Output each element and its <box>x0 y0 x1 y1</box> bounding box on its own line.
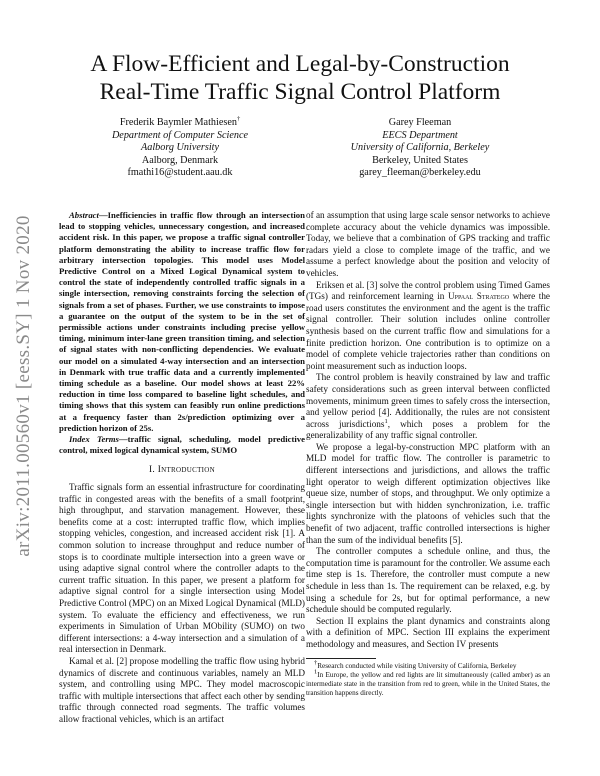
author-1-city: Aalborg, Denmark <box>141 154 219 166</box>
paragraph-7: Section II explains the plant dynamics and constraints along with a definition of MPC. Section III explains the experiment methodology and measures, and Section IV presents <box>306 615 550 649</box>
paragraph-1: Traffic signals form an essential infrastructure for coordinating traffic in congested areas with the benefits of a small footprint, high throughput, and starvation management. However, these benefits come at a cost: interrupted traffic flow, which implies stopping vehicles, congestion, and increased accident risk [1]. A common solution to increase throughput and reduce number of stops is to coordinate multiple intersection into a green wave or using adaptive signal control where the controller adapts to the current traffic situation. In this paper, we present a platform for adaptive signal control for a single intersection using Model Predictive Control (MPC) on an Mixed Logical Dynamical (MLD) system. To evaluate the efficiency and effectiveness, we run experiments in Simulation of Urban MObility (SUMO) on two different intersections: a 4-way intersection and a simulation of a real intersection in Denmark. <box>59 482 305 655</box>
tool-name-uppaal: Uppaal Stratego <box>448 291 510 302</box>
author-2-city: Berkeley, United States <box>372 154 468 166</box>
paragraph-2-continued: of an assumption that using large scale sensor networks to achieve complete accuracy about the vehicle dynamics was impossible. Today, we believe that a combination of GPS tracking and traffic radars yield a close to complete image of the traffic, and we assume a perfect knowledge about the position and velocity of vehicles. <box>306 210 550 278</box>
paper-title <box>40 50 560 106</box>
footnote-1 <box>306 668 550 698</box>
arxiv-stamp <box>14 196 34 576</box>
author-1-email[interactable]: fmathi16@student.aau.dk <box>127 167 233 178</box>
footnote-ref-1[interactable]: 1 <box>384 417 388 425</box>
author-2-email[interactable]: garey_fleeman@berkeley.edu <box>359 167 481 178</box>
footnote-dagger <box>306 659 550 671</box>
author-2-name: Garey Fleeman <box>388 117 452 128</box>
footnote-dagger-text: Research conducted while visiting University of California, Berkeley <box>317 661 517 670</box>
author-2-org: University of California, Berkeley <box>350 142 490 153</box>
paragraph-4-post: , which poses a problem for the generalizability of any traffic signal controller. <box>306 418 550 441</box>
footnote-1-mark: 1 <box>314 668 318 676</box>
footnote-1-text: In Europe, the yellow and red lights are lit simultaneously (called amber) as an intermediate state in the transition from red to green, while in the United States, the transition happens directly. <box>306 670 550 697</box>
index-terms-lead: Index Terms <box>69 434 119 445</box>
paragraph-3-pre: Eriksen et al. [3] solve the control problem using Timed Games (TGs) and reinforcement learning in <box>306 279 550 302</box>
title-line-1: A Flow-Efficient and Legal-by-Construction <box>90 51 510 77</box>
author-1 <box>60 117 300 180</box>
author-block <box>60 117 540 187</box>
paragraph-5: We propose a legal-by-construction MPC platform with an MLD model for traffic flow. The controller is parametric to different intersections and jurisdictions, and allows the traffic light operator to weigh different optimization objectives like queue size, number of stops, and throughput. We only optimize a single intersection but with hidden synchronization, i.e. traffic lights synchronize with the platoons of vehicles such that the benefit of two adjacent, traffic controlled intersections is higher than the sum of the individual benefits [5]. <box>306 441 550 545</box>
footnote-dagger-mark: † <box>314 659 318 667</box>
paragraph-3-post: where the road users constitutes the environment and the agent is the traffic signal controller. Their solution includes online controller synthesis based on the current traffic flow and simulations for a finite prediction horizon. One contribution is to optimize on a model of complete vehicle trajectories rather than conditions on point measurement such as induction loops. <box>306 291 551 371</box>
author-1-dept: Department of Computer Science <box>111 129 249 141</box>
paragraph-4-pre: The control problem is heavily constrained by law and traffic safety considerations such as green interval between conflicted movements, minimum green times to safely cross the intersection, and yellow period [4]. Additionally, the rules are not consistent across jurisdictions <box>306 372 550 429</box>
abstract <box>59 210 305 434</box>
abstract-text: —Inefficiencies in traffic flow through an intersection lead to stopping vehicles, unnecessary congestion, and increased accident risk. In this paper, we propose a traffic signal controller platform demonstrating the ability to increase traffic flow for arbitrary intersection topologies. This model uses Model Predictive Control on a Mixed Logical Dynamical system to control the state of independently controlled traffic signals in a single intersection, removing constraints forcing the selection of signals from a set of phases. Further, we use constraints to impose a guarantee on the output of the system to be in the set of permissible actions under constraints including precise yellow timing, minimum inter-lane green transition timing, and selection of signal states with non-conflicting dependencies. We evaluate our model on a simulated 4-way intersection and an intersection in Denmark with true traffic data and a currently implemented timing schedule as a baseline. Our model shows at least 22% reduction in time loss compared to baseline light schedules, and timing shows that this system can feasibly run online predictions at a frequency faster than 2s/prediction optimizing over a prediction horizon of 25s. <box>59 210 305 433</box>
section-heading-introduction: I. Introduction <box>149 465 215 476</box>
abstract-lead: Abstract <box>69 210 99 220</box>
author-2 <box>300 117 540 180</box>
right-column <box>306 210 550 698</box>
paragraph-2: Kamal et al. [2] propose modelling the traffic flow using hybrid dynamics of discrete and continuous variables, namely an MLD system, and controlling using MPC. They model macroscopic traffic with multiple intersections that affect each other by sending traffic through connected road segments. The traffic volumes allow fractional vehicles, which is an artifact <box>59 655 305 724</box>
paragraph-6: The controller computes a schedule online, and thus, the computation time is paramount for the controller. We assume each time step is 1s. Therefore, the controller must compute a new schedule in less than 1s. The requirement can be relaxed, e.g. by using a schedule for 2s, but for optimal performance, a new schedule should be computed regularly. <box>306 546 550 615</box>
paragraph-4 <box>306 372 550 442</box>
index-terms-text: —traffic signal, scheduling, model predictive control, mixed logical dynamical system, SUMO <box>59 434 305 456</box>
author-1-org: Aalborg University <box>141 142 219 153</box>
paragraph-3 <box>306 280 550 373</box>
author-1-name: Frederik Baymler Mathiesen <box>119 117 237 128</box>
title-line-2: Real-Time Traffic Signal Control Platform <box>99 79 501 105</box>
left-column <box>59 210 305 726</box>
author-2-dept: EECS Department <box>382 129 458 141</box>
arxiv-stamp-text: arXiv:2011.00560v1 [eess.SY] 1 Nov 2020 <box>13 215 34 557</box>
author-1-mark: † <box>236 115 241 123</box>
index-terms <box>59 434 305 456</box>
